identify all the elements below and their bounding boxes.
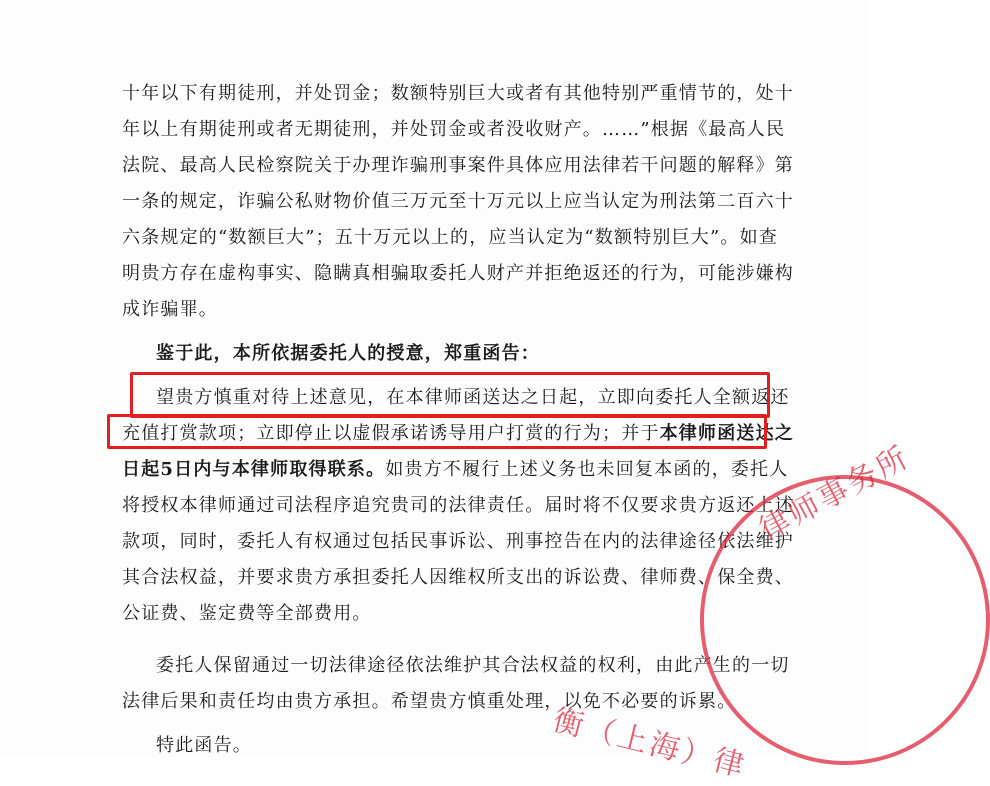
body-line-4: 一条的规定，诈骗公私财物价值三万元至十万元以上应当认定为刑法第二百六十 bbox=[122, 191, 794, 212]
reservation-line-1: 委托人保留通过一切法律途径依法维护其合法权益的权利，由此产生的一切 bbox=[156, 655, 790, 676]
body-line-6: 明贵方存在虚构事实、隐瞒真相骗取委托人财产并拒绝返还的行为，可能涉嫌构 bbox=[122, 263, 794, 284]
body-line-9: 款项，同时，委托人有权通过包括民事诉讼、刑事控告在内的法律途径依法维护 bbox=[122, 531, 794, 552]
body-line-8: 将授权本律师通过司法程序追究贵司的法律责任。届时将不仅要求贵方返还上述 bbox=[122, 495, 794, 516]
closing-line: 特此函告。 bbox=[156, 735, 252, 756]
demand-line-2-bold: 本律师函送达之 bbox=[659, 423, 795, 444]
demand-line-1: 望贵方慎重对待上述意见，在本律师函送达之日起，立即向委托人全额返还 bbox=[156, 387, 790, 408]
body-line-3: 法院、最高人民检察院关于办理诈骗刑事案件具体应用法律若干问题的解释》第 bbox=[122, 155, 794, 176]
highlight-box-bottom bbox=[107, 414, 767, 449]
demand-line-3-bold: 日起5日内与本律师取得联系。 bbox=[122, 459, 386, 480]
body-line-11: 公证费、鉴定费等全部费用。 bbox=[122, 603, 372, 624]
reservation-line-2: 法律后果和责任均由贵方承担。希望贵方慎重处理，以免不必要的诉累。 bbox=[122, 691, 737, 712]
seal-text-bottom: 衡（上海）律 bbox=[549, 702, 751, 785]
demand-line-3 bbox=[122, 458, 789, 482]
demand-line-3-normal: 如贵方不履行上述义务也未回复本函的，委托人 bbox=[385, 459, 789, 480]
seal-text-right: 律师事务所 bbox=[753, 439, 916, 548]
highlight-box-top bbox=[130, 372, 770, 418]
body-line-1: 十年以下有期徒刑，并处罚金；数额特别巨大或者有其他特别严重情节的，处十 bbox=[122, 83, 794, 104]
body-line-5: 六条规定的“数额巨大”；五十万元以上的，应当认定为“数额特别巨大”。如查 bbox=[122, 227, 779, 248]
body-line-7: 成诈骗罪。 bbox=[122, 299, 218, 320]
body-line-2: 年以上有期徒刑或者无期徒刑，并处罚金或者没收财产。……”根据《最高人民 bbox=[122, 119, 786, 140]
law-firm-seal bbox=[700, 475, 990, 765]
notice-heading: 鉴于此，本所依据委托人的授意，郑重函告： bbox=[156, 343, 540, 364]
body-line-10: 其合法权益，并要求贵方承担委托人因维权所支出的诉讼费、律师费、保全费、 bbox=[122, 567, 794, 588]
demand-line-2-normal: 充值打赏款项；立即停止以虚假承诺诱导用户打赏的行为；并于 bbox=[122, 423, 660, 444]
